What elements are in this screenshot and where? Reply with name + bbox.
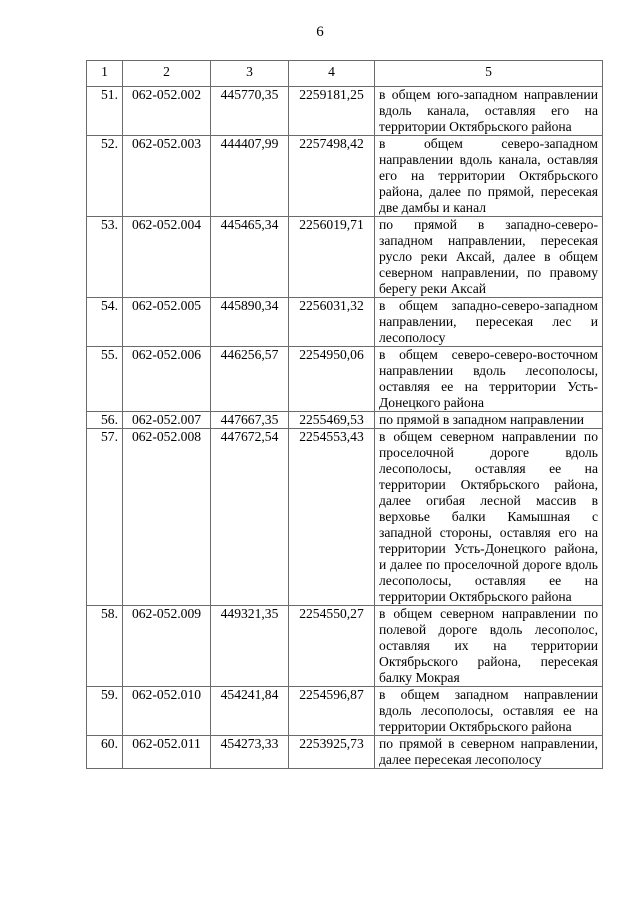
row-number: 52. [87, 136, 123, 217]
table-row [87, 412, 603, 429]
y-coordinate: 2257498,42 [289, 136, 375, 217]
x-coordinate: 454241,84 [211, 687, 289, 736]
x-coordinate: 445770,35 [211, 87, 289, 136]
row-number: 58. [87, 606, 123, 687]
y-coordinate: 2254550,27 [289, 606, 375, 687]
row-number: 51. [87, 87, 123, 136]
point-code: 062-052.003 [123, 136, 211, 217]
boundary-description: в общем западно-северо-западном направлении, пересекая лес и лесополосу [375, 298, 603, 347]
row-number: 55. [87, 347, 123, 412]
y-coordinate: 2256019,71 [289, 217, 375, 298]
x-coordinate: 449321,35 [211, 606, 289, 687]
table-row [87, 429, 603, 606]
y-coordinate: 2253925,73 [289, 736, 375, 769]
row-number: 54. [87, 298, 123, 347]
row-number: 57. [87, 429, 123, 606]
boundary-description: в общем западном направлении вдоль лесополосы, оставляя ее на территории Октябрьского района [375, 687, 603, 736]
point-code: 062-052.002 [123, 87, 211, 136]
boundary-description: в общем северо-северо-восточном направлении вдоль лесополосы, оставляя ее на территории Усть-Донецкого района [375, 347, 603, 412]
y-coordinate: 2259181,25 [289, 87, 375, 136]
point-code: 062-052.009 [123, 606, 211, 687]
table-header-row [87, 61, 603, 87]
table-row [87, 136, 603, 217]
point-code: 062-052.006 [123, 347, 211, 412]
x-coordinate: 445890,34 [211, 298, 289, 347]
page-number: 6 [316, 24, 324, 40]
table-row [87, 736, 603, 769]
header-cell-1: 1 [87, 61, 123, 87]
table-row [87, 217, 603, 298]
point-code: 062-052.004 [123, 217, 211, 298]
boundary-description: по прямой в северном направлении, далее пересекая лесополосу [375, 736, 603, 769]
boundary-description: по прямой в западно-северо-западном направлении, пересекая русло реки Аксай, далее в общем северном направлении, по правому берегу реки Аксай [375, 217, 603, 298]
header-cell-2: 2 [123, 61, 211, 87]
boundary-description: по прямой в западном направлении [375, 412, 603, 429]
x-coordinate: 446256,57 [211, 347, 289, 412]
x-coordinate: 454273,33 [211, 736, 289, 769]
point-code: 062-052.008 [123, 429, 211, 606]
header-cell-4: 4 [289, 61, 375, 87]
table-row [87, 298, 603, 347]
row-number: 56. [87, 412, 123, 429]
y-coordinate: 2254596,87 [289, 687, 375, 736]
table-row [87, 87, 603, 136]
boundary-description: в общем северном направлении по проселочной дороге вдоль лесополосы, оставляя ее на территории Октябрьского района, далее огибая лесной массив в верховье балки Камышная с западной стороны, оставляя его на территории Усть-Донецкого района, и далее по проселочной дороге вдоль лесополосы, оставляя ее на территории Октябрьского района [375, 429, 603, 606]
point-code: 062-052.011 [123, 736, 211, 769]
header-cell-3: 3 [211, 61, 289, 87]
point-code: 062-052.010 [123, 687, 211, 736]
row-number: 60. [87, 736, 123, 769]
header-cell-5: 5 [375, 61, 603, 87]
y-coordinate: 2254553,43 [289, 429, 375, 606]
row-number: 59. [87, 687, 123, 736]
table-row [87, 606, 603, 687]
row-number: 53. [87, 217, 123, 298]
boundary-description: в общем северном направлении по полевой дороге вдоль лесополос, оставляя их на территории Октябрьского района, пересекая балку Мокрая [375, 606, 603, 687]
boundary-description: в общем северо-западном направлении вдоль канала, оставляя его на территории Октябрьского района, далее по прямой, пересекая две дамбы и канал [375, 136, 603, 217]
y-coordinate: 2255469,53 [289, 412, 375, 429]
x-coordinate: 447672,54 [211, 429, 289, 606]
x-coordinate: 445465,34 [211, 217, 289, 298]
boundary-description: в общем юго-западном направлении вдоль канала, оставляя его на территории Октябрьского района [375, 87, 603, 136]
point-code: 062-052.005 [123, 298, 211, 347]
point-code: 062-052.007 [123, 412, 211, 429]
x-coordinate: 444407,99 [211, 136, 289, 217]
table-row [87, 687, 603, 736]
x-coordinate: 447667,35 [211, 412, 289, 429]
y-coordinate: 2256031,32 [289, 298, 375, 347]
table-row [87, 347, 603, 412]
boundary-points-table [86, 60, 603, 769]
y-coordinate: 2254950,06 [289, 347, 375, 412]
